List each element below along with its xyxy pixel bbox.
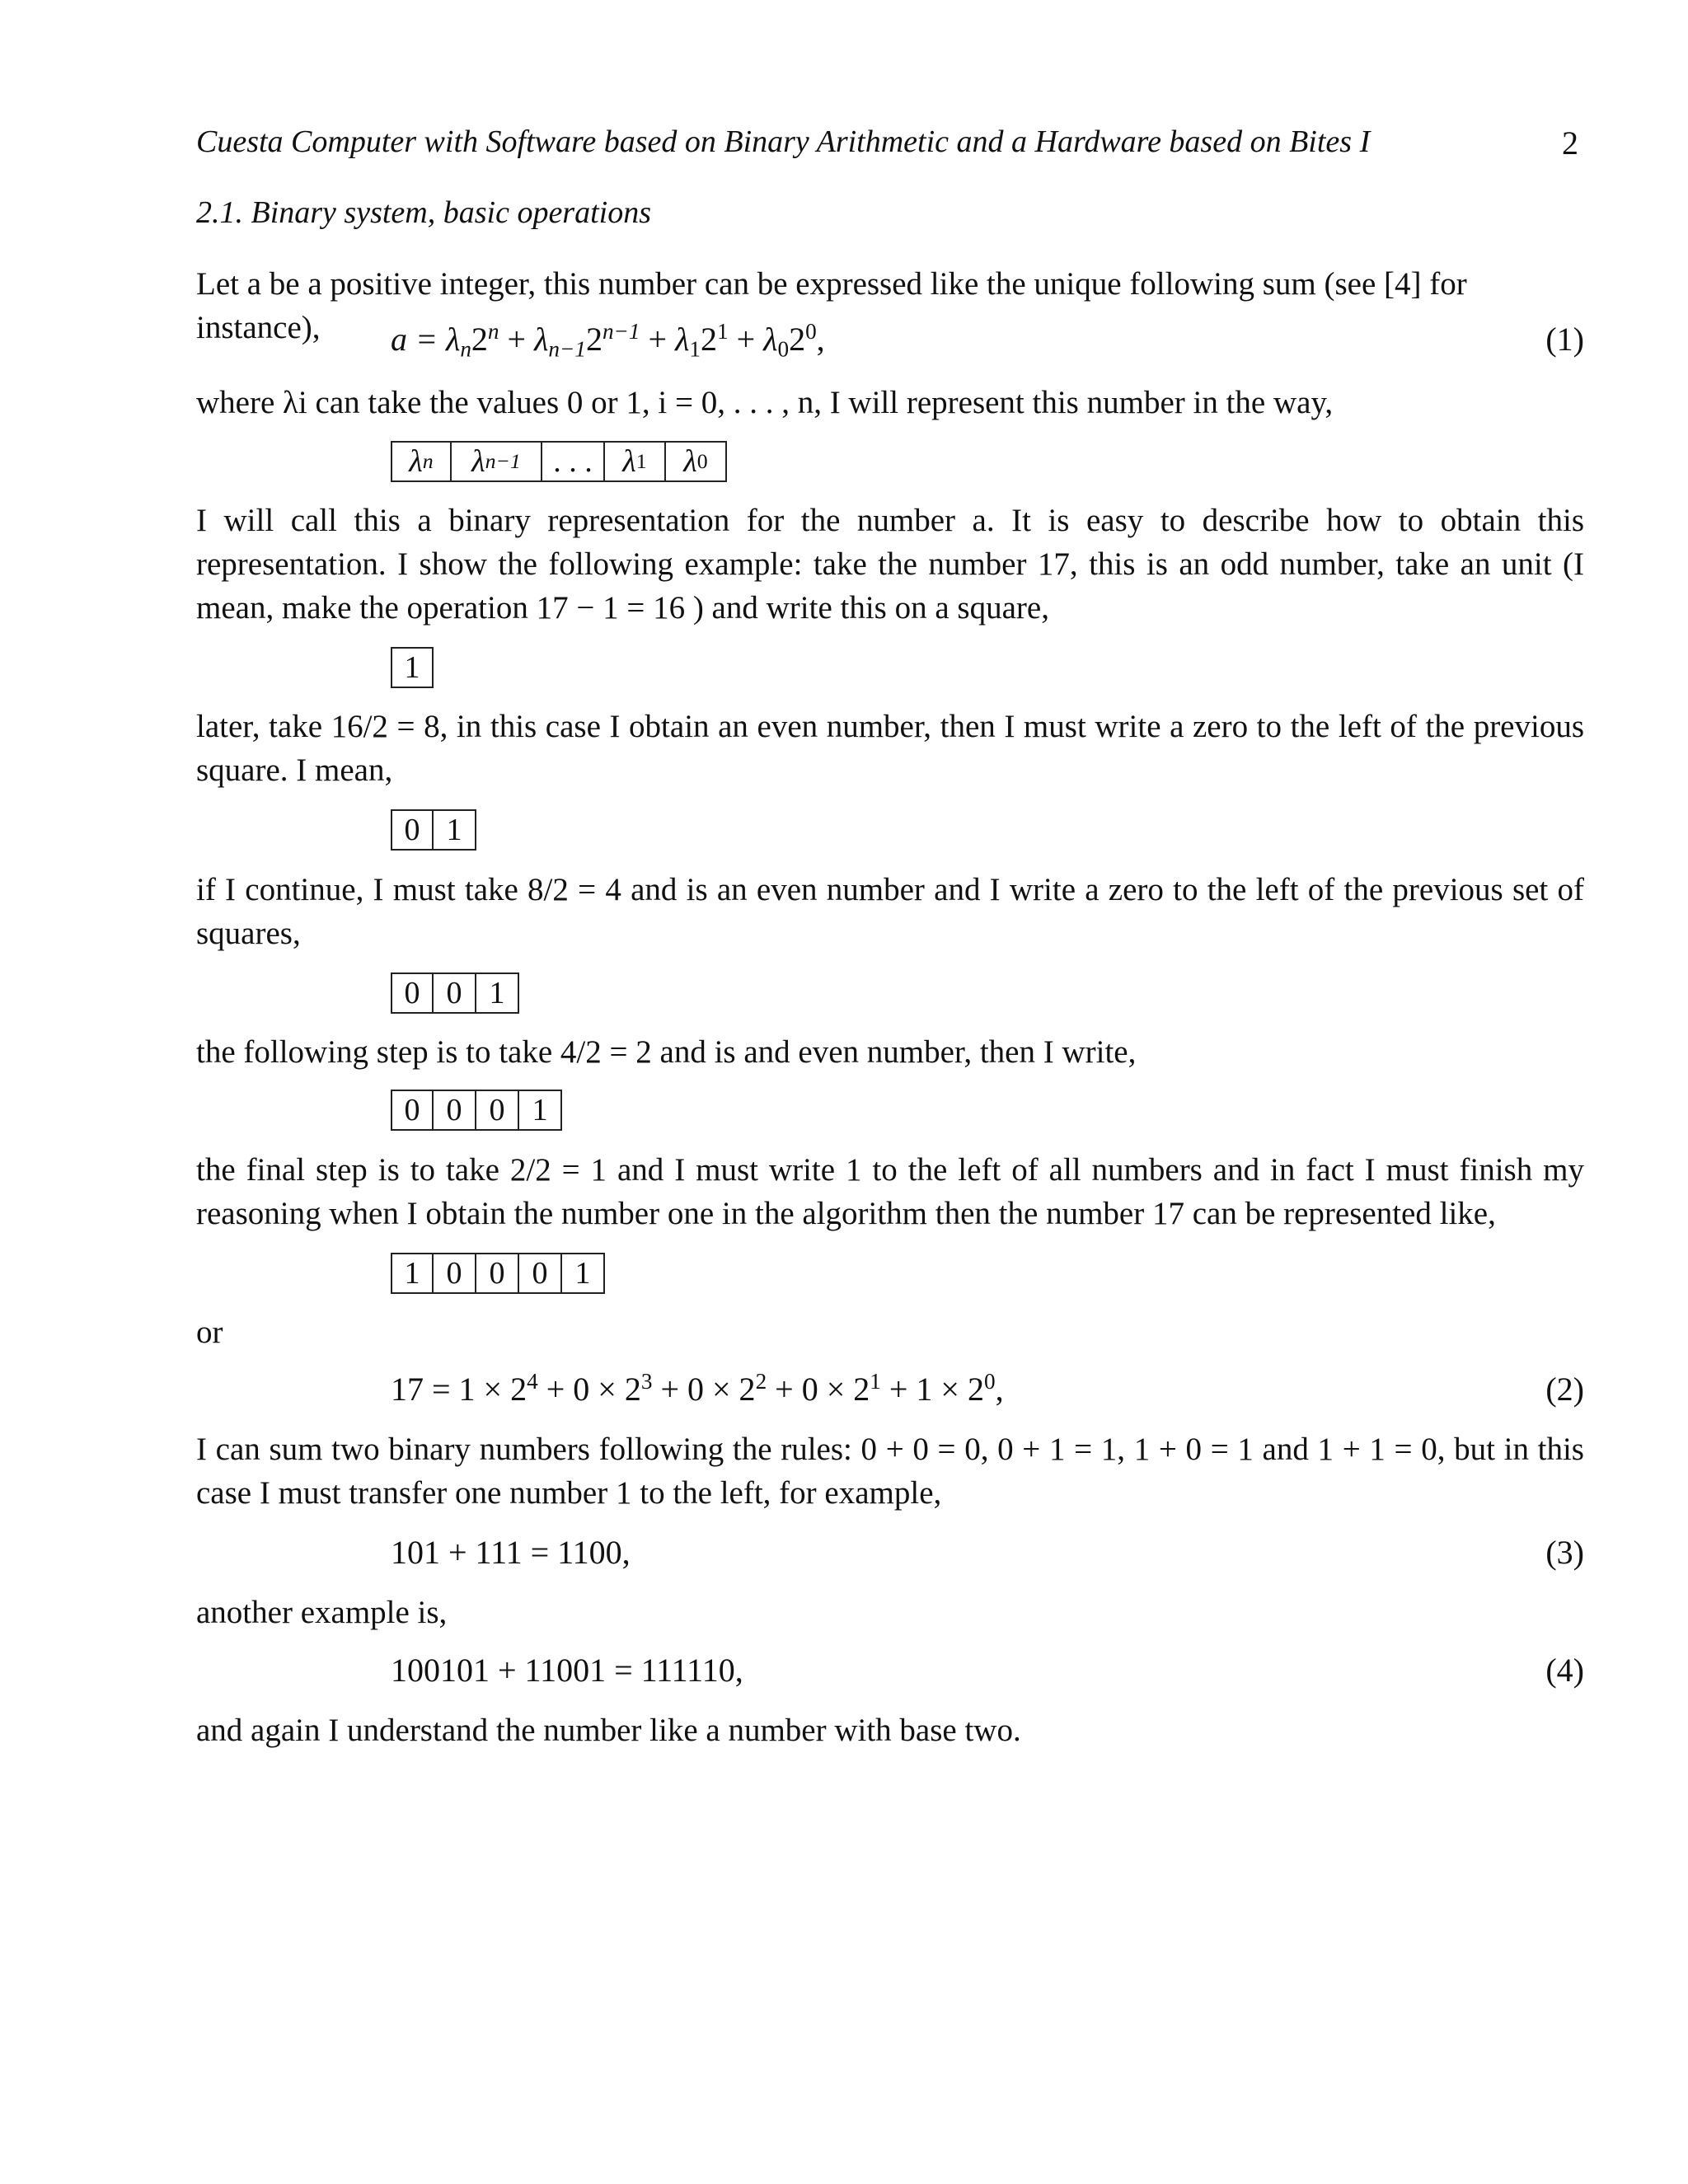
section-title: 2.1. Binary system, basic operations xyxy=(196,195,652,230)
eq1-lhs: a = xyxy=(391,321,438,358)
box-cell: 0 xyxy=(391,1090,434,1131)
box-cell: 1 xyxy=(391,647,434,688)
equation-3: 101 + 111 = 1100, xyxy=(391,1534,631,1571)
box-cell: 0 xyxy=(391,809,434,851)
box-cell: 1 xyxy=(519,1090,562,1131)
equation-2: $17 = 1 \times 2^4 + 0 \times 2^3 + 0 \times 2^2 + 0 \times 2^1 + 1 \times 2^0$, xyxy=(391,1368,1004,1408)
box-cell: 1 xyxy=(562,1253,605,1294)
paragraph-lambda: where λi can take the values 0 or 1, i = 0, . . . , n, I will represent this number in the way, xyxy=(196,385,1334,420)
box-cell: 1 xyxy=(476,972,519,1014)
box-cell: 0 xyxy=(391,972,434,1014)
page-number: 2 xyxy=(1562,124,1578,162)
paragraph-step-2: later, take 16/2 = 8, in this case I obtain an even number, then I must write a zero to the left of the previous square. I mean, xyxy=(196,709,1584,788)
box-cell-lambda-n-1: λ n−1 xyxy=(452,441,542,482)
equation-number-2: (2) xyxy=(1545,1371,1584,1408)
box-cell-lambda-1: λ 1 xyxy=(605,441,666,482)
running-title: Cuesta Computer with Software based on Binary Arithmetic and a Hardware based on Bites I xyxy=(196,124,1371,159)
box-cell: 0 xyxy=(434,972,476,1014)
binary-box-final xyxy=(391,1253,605,1294)
equation-number-4: (4) xyxy=(1545,1652,1584,1689)
box-cell-lambda-0: λ 0 xyxy=(666,441,727,482)
paragraph-sum-rules: I can sum two binary numbers following the rules: 0 + 0 = 0, 0 + 1 = 1, 1 + 0 = 1 and 1 + 1 = 0, but in this case I must transfer one number 1 to the left, for example, xyxy=(196,1432,1584,1511)
binary-box-general xyxy=(391,441,727,482)
box-cell: 0 xyxy=(434,1253,476,1294)
box-cell: 0 xyxy=(476,1090,519,1131)
paragraph-another-example: another example is, xyxy=(196,1595,448,1630)
box-cell: 0 xyxy=(434,1090,476,1131)
binary-box-step-2 xyxy=(391,809,476,851)
paragraph-intro: Let a be a positive integer, this number can be expressed like the unique following sum (see [4] for instance), xyxy=(196,266,1467,345)
paragraph-step-4: the following step is to take 4/2 = 2 and is and even number, then I write, xyxy=(196,1034,1137,1070)
binary-box-step-4 xyxy=(391,1090,562,1131)
box-cell: 1 xyxy=(391,1253,434,1294)
equation-1: $a = \lambda_n2^n + \lambda_{n-1}2^{n-1} + \lambda_12^1 + \lambda_02^0$, xyxy=(391,318,825,362)
box-cell: 0 xyxy=(476,1253,519,1294)
paragraph-step-3: if I continue, I must take 8/2 = 4 and is an even number and I write a zero to the left of the previous set of squares, xyxy=(196,872,1584,951)
paragraph-representation: I will call this a binary representation for the number a. It is easy to describe how to obtain this representation. I show the following example: take the number 17, this is an odd number, take an unit (I mean, make the operation 17 − 1 = 16 ) and write this on a square, xyxy=(196,503,1584,626)
paragraph-step-5: the final step is to take 2/2 = 1 and I must write 1 to the left of all numbers and in fact I must finish my reasoning when I obtain the number one in the algorithm then the number 17 can be represented like, xyxy=(196,1152,1584,1231)
equation-number-3: (3) xyxy=(1545,1534,1584,1571)
paragraph-conclusion: and again I understand the number like a number with base two. xyxy=(196,1713,1021,1748)
binary-box-step-3 xyxy=(391,972,519,1014)
paragraph-or: or xyxy=(196,1315,223,1350)
box-cell-lambda-n: λ n xyxy=(391,441,452,482)
box-cell: 1 xyxy=(434,809,476,851)
equation-4: 100101 + 11001 = 111110, xyxy=(391,1652,743,1689)
equation-number-1: (1) xyxy=(1545,321,1584,358)
box-cell-dots: . . . xyxy=(542,441,605,482)
binary-box-step-1 xyxy=(391,647,434,688)
box-cell: 0 xyxy=(519,1253,562,1294)
